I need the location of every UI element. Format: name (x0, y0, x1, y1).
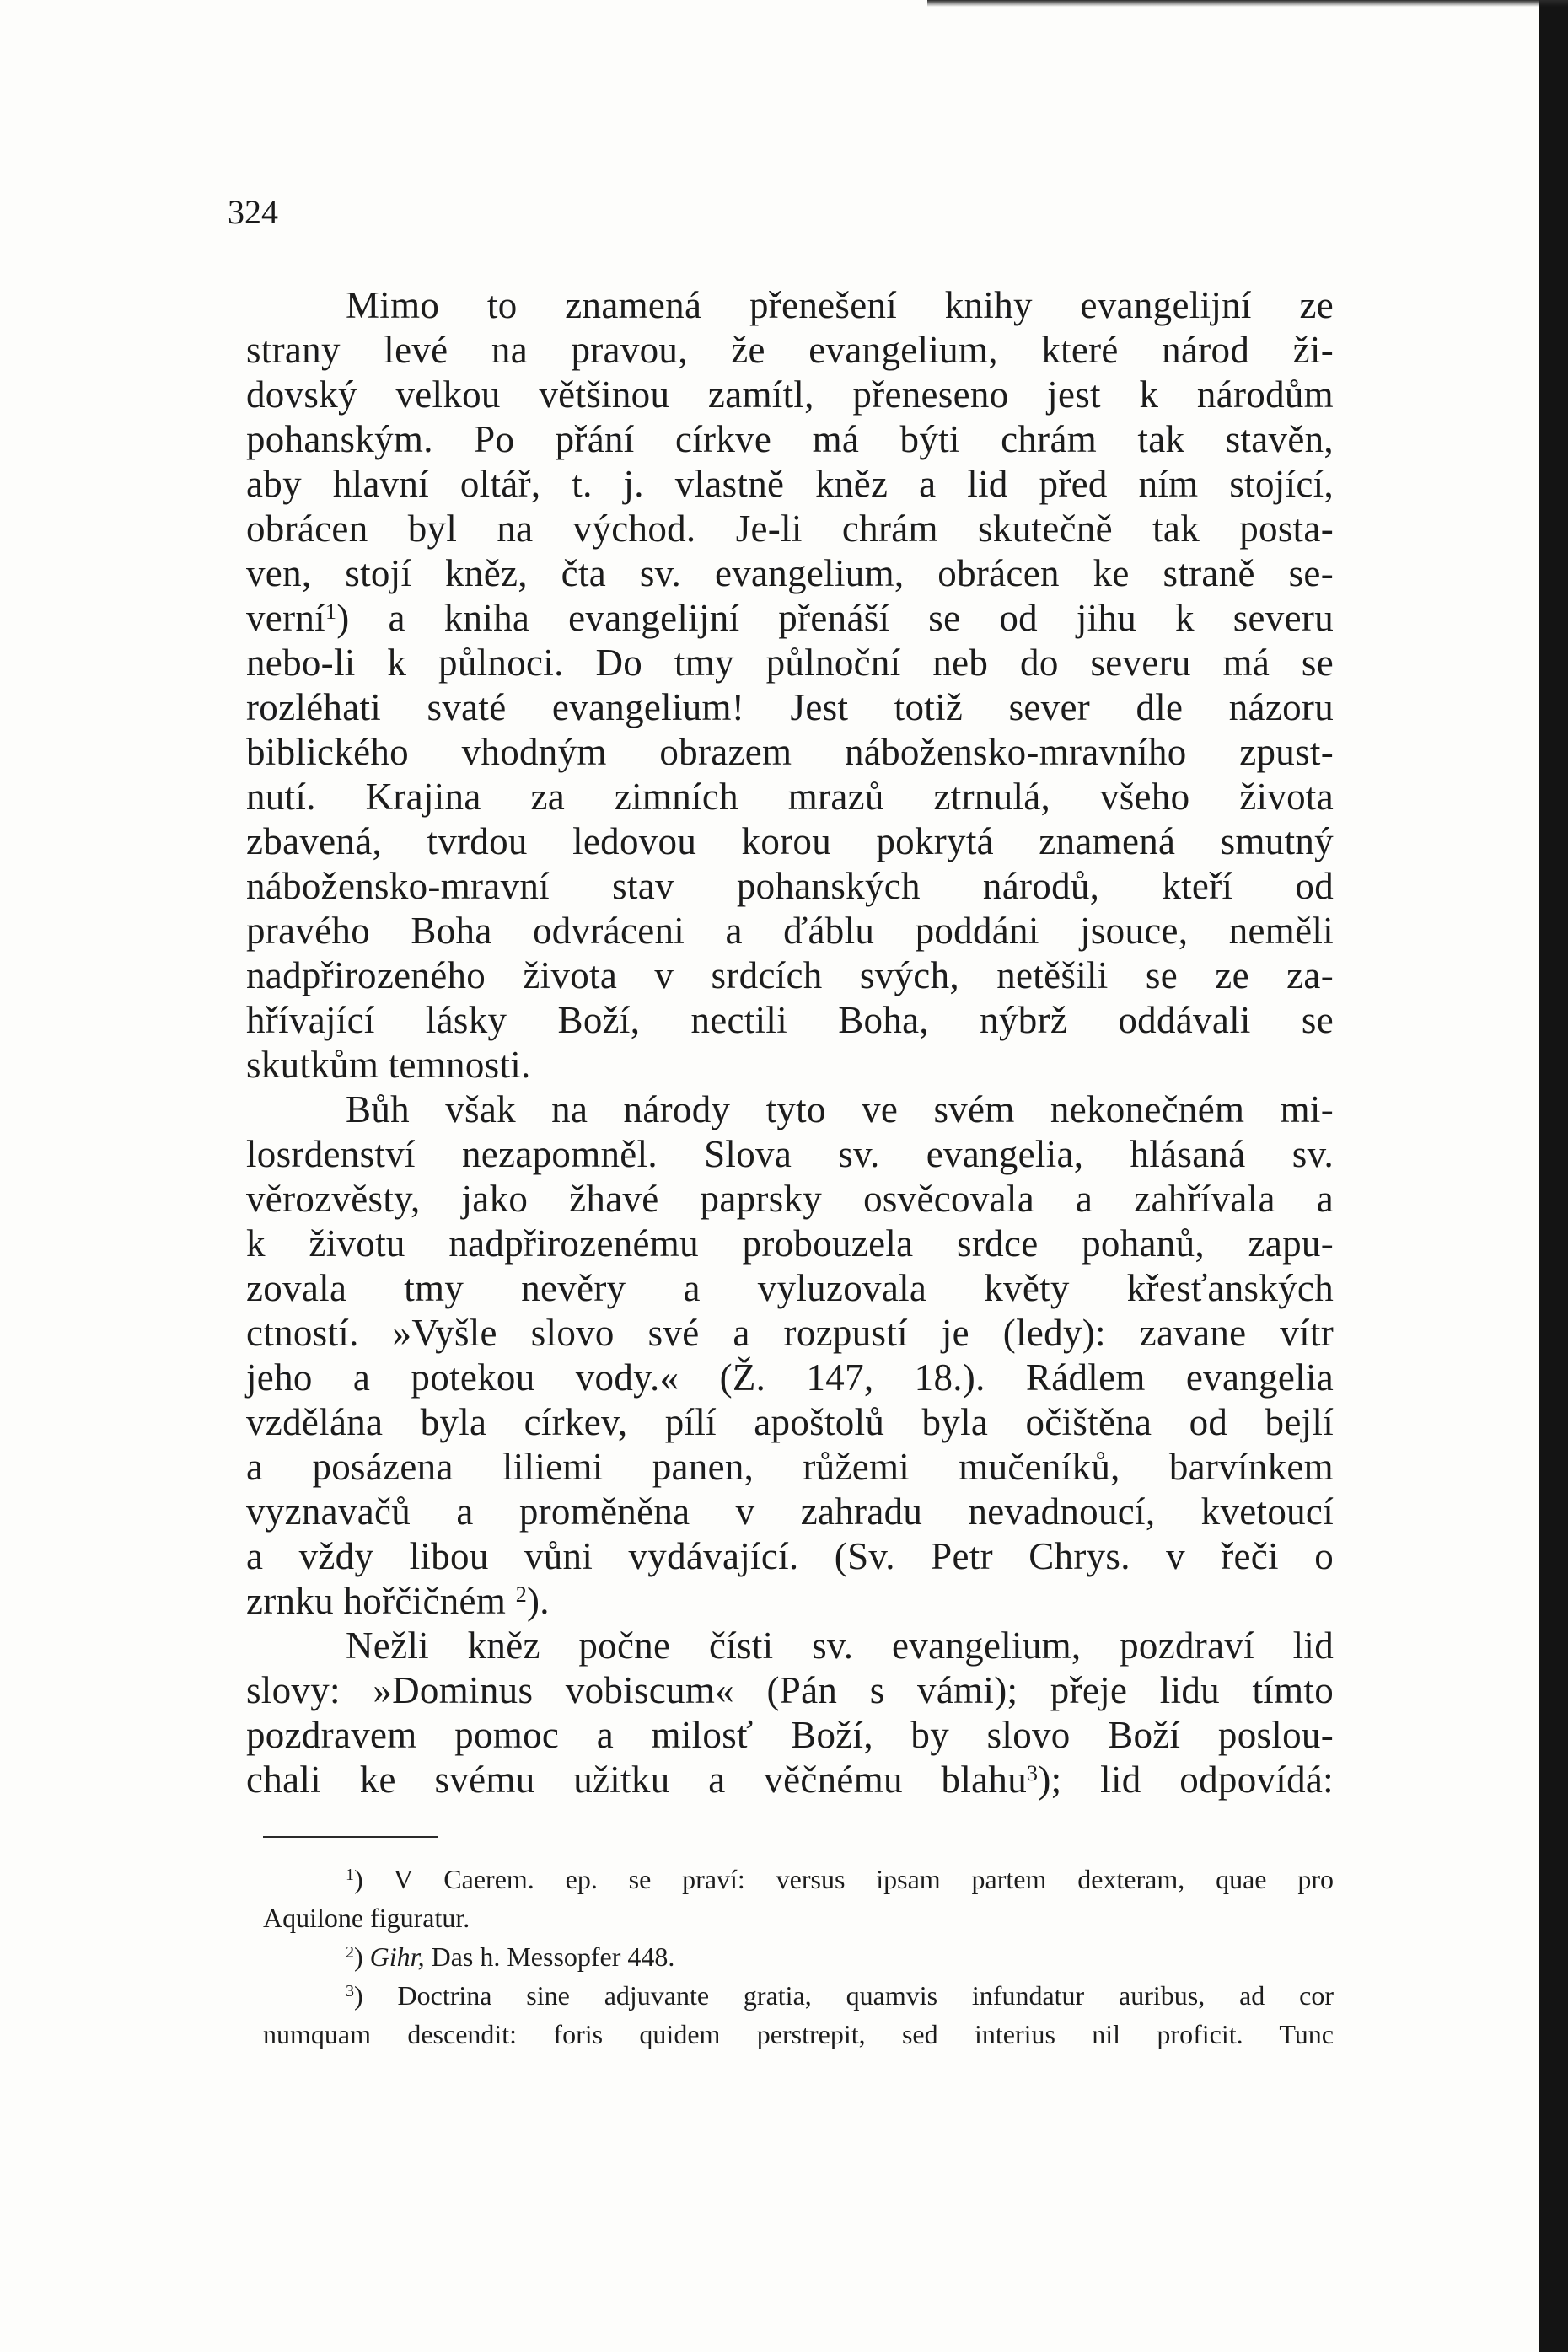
text-line: vyznavačů a proměněna v zahradu nevadnoucí, kvetoucí (246, 1490, 1334, 1533)
scan-border (1539, 0, 1568, 2352)
text-line: aby hlavní oltář, t. j. vlastně kněz a lid před ním stojící, (246, 463, 1334, 505)
footnote-mark: 3 (346, 1982, 354, 2000)
text-line: obrácen byl na východ. Je-li chrám skutečně tak posta- (246, 507, 1334, 550)
text-line: Nežli kněz počne čísti sv. evangelium, pozdraví lid (346, 1624, 1334, 1667)
text-line: rozléhati svaté evangelium! Jest totiž sever dle názoru (246, 686, 1334, 728)
text-line: biblického vhodným obrazem nábožensko-mravního zpust- (246, 731, 1334, 773)
text-line: nadpřirozeného života v srdcích svých, netěšili se ze za- (246, 954, 1334, 996)
text-line: strany levé na pravou, že evangelium, které národ ži- (246, 329, 1334, 371)
text-fragment: ) a kniha evangelijní přenáší se od jihu k severu (336, 597, 1334, 639)
text-line: dovský velkou většinou zamítl, přeneseno jest k národům (246, 373, 1334, 416)
footnote-2: $^2$) Gihr, Das h. Messopfer 448. (346, 1941, 675, 1972)
text-line: nebo-li k půlnoci. Do tmy půlnoční neb do severu má se (246, 642, 1334, 684)
footnotes (263, 1860, 1334, 2054)
text-fragment: ). (527, 1580, 550, 1622)
footnote-mark: 2 (346, 1943, 354, 1962)
footnote-divider (263, 1836, 438, 1838)
text-line: zovala tmy nevěry a vyluzovala květy křesťanských (246, 1267, 1334, 1309)
text-line: k životu nadpřirozenému probouzela srdce pohanů, zapu- (246, 1222, 1334, 1265)
footnote-1-cont: Aquilone figuratur. (263, 1903, 470, 1933)
footnote-mark: 1 (346, 1866, 354, 1884)
text-line (246, 596, 1334, 641)
footnote-text: Das h. Messopfer 448. (424, 1941, 675, 1972)
text-fragment: ); lid odpovídá: (1038, 1759, 1334, 1801)
scan-top-shadow (927, 0, 1568, 7)
text-line: pohanským. Po přání církve má býti chrám tak stavěn, (246, 418, 1334, 460)
text-line: věrozvěsty, jako žhavé paprsky osvěcovala a zahřívala a (246, 1178, 1334, 1220)
text-line: a vždy libou vůni vydávající. (Sv. Petr Chrys. v řeči o (246, 1535, 1334, 1577)
text-fragment: zrnku hořčičném (246, 1580, 507, 1622)
text-line: hřívající lásky Boží, nectili Boha, nýbrž oddávali se (246, 999, 1334, 1041)
text-line: losrdenství nezapomněl. Slova sv. evangelia, hlásaná sv. (246, 1133, 1334, 1175)
footnote-3-cont: numquam descendit: foris quidem perstrepit, sed interius nil proficit. Tunc (263, 2019, 1334, 2049)
text-line: nutí. Krajina za zimních mrazů ztrnulá, všeho života (246, 776, 1334, 818)
text-line (246, 1758, 1334, 1802)
text-line: a posázena liliemi panen, růžemi mučeníků, barvínkem (246, 1446, 1334, 1488)
text-line (246, 1579, 1334, 1624)
text-line: Mimo to znamená přenešení knihy evangelijní ze (346, 284, 1334, 326)
text-line: ven, stojí kněz, čta sv. evangelium, obrácen ke straně se- (246, 552, 1334, 594)
text-line: nábožensko-mravní stav pohanských národů, kteří od (246, 865, 1334, 907)
footnote-ref-2: 2 (515, 1582, 527, 1607)
footnote-ref-3: 3 (1027, 1761, 1039, 1785)
text-line: slovy: »Dominus vobiscum« (Pán s vámi); přeje lidu tímto (246, 1669, 1334, 1711)
text-line: zbavená, tvrdou ledovou korou pokrytá znamená smutný (246, 820, 1334, 862)
text-line: skutkům temnosti. (246, 1044, 531, 1086)
text-line: pozdravem pomoc a milosť Boží, by slovo Boží poslou- (246, 1714, 1334, 1756)
text-line: Bůh však na národy tyto ve svém nekonečném mi- (346, 1088, 1334, 1130)
main-text (246, 283, 1334, 1802)
footnote-3 (263, 1976, 1334, 2015)
footnote-1 (263, 1860, 1334, 1898)
text-line: pravého Boha odvráceni a ďáblu poddáni jsouce, neměli (246, 910, 1334, 952)
text-line: ctností. »Vyšle slovo své a rozpustí je (ledy): zavane vítr (246, 1312, 1334, 1354)
footnote-ref-1: 1 (325, 599, 337, 624)
text-fragment: verní (246, 597, 325, 639)
text-line: vzdělána byla církev, pílí apoštolů byla očištěna od bejlí (246, 1401, 1334, 1443)
footnote-text: ) V Caerem. ep. se praví: versus ipsam partem dexteram, quae pro (354, 1864, 1334, 1894)
page-number: 324 (228, 193, 278, 231)
footnote-text: ) Doctrina sine adjuvante gratia, quamvis infundatur auribus, ad cor (354, 1980, 1334, 2011)
text-fragment: chali ke svému užitku a věčnému blahu (246, 1759, 1028, 1801)
footnote-author: Gihr, (369, 1941, 425, 1972)
text-line: jeho a potekou vody.« (Ž. 147, 18.). Rádlem evangelia (246, 1356, 1334, 1399)
